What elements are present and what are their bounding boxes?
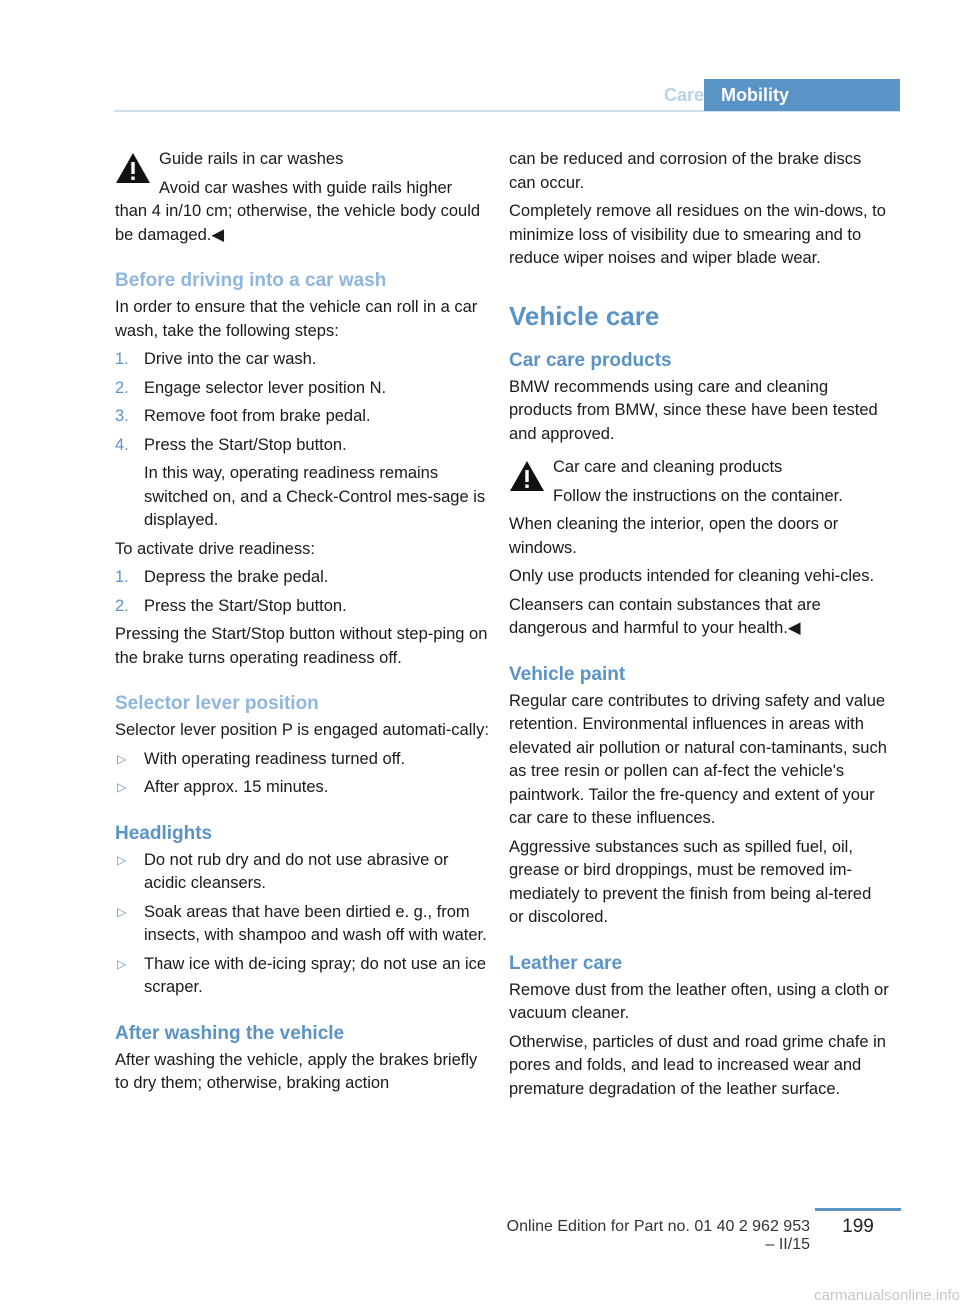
triangle-bullet-icon: ▷ [117,956,127,971]
warning-guide-rails [115,148,490,200]
paragraph: can be reduced and corrosion of the brake discs can occur. [509,150,862,192]
triangle-bullet-icon: ▷ [117,904,127,919]
watermark[interactable]: carmanualsonline.info [814,1287,960,1304]
paragraph: After washing the vehicle, apply the brakes briefly to dry them; otherwise, braking action [115,1050,478,1092]
paragraph: Aggressive substances such as spilled fuel, oil, grease or bird droppings, must be removed im-mediately to prevent the finish from being al-tered or discolored. [509,837,872,926]
paragraph: Pressing the Start/Stop button without step-ping on the brake turns operating readiness off. [115,625,488,667]
paragraph: Remove dust from the leather often, using a cloth or vacuum cleaner. [509,980,889,1022]
list-item: ▷ Soak areas that have been dirtied e. g., from insects, with shampoo and wash off with water. [117,902,487,944]
warning-car-care-products [509,456,889,508]
warning-title: Car care and cleaning products [553,458,783,476]
section-tab-mobility[interactable]: Mobility [704,79,900,111]
activate-steps-list [115,566,490,618]
list-item: ▷ Do not rub dry and do not use abrasive or acidic cleansers. [117,850,449,892]
heading-selector-lever: Selector lever position [115,693,319,714]
headlights-bullet-list [115,849,490,1000]
list-item: 1. Drive into the car wash. [115,350,317,368]
footer-rule [815,1208,901,1211]
selector-bullet-list [115,748,490,800]
warning-triangle-icon [115,152,151,184]
warning-triangle-icon [509,460,545,492]
list-item: ▷ After approx. 15 minutes. [115,776,490,800]
paragraph: Regular care contributes to driving safety and value retention. Environmental influences in areas with elevated air pollution or natural con-taminants, such as tree resin or pollen can af-fect the vehicle's paintwork. Tailor the fre-quency and extent of your car care to these influences. [509,691,887,827]
triangle-bullet-icon: ▷ [117,751,127,766]
list-item: 4. Press the Start/Stop button. In this way, operating readiness remains switched on, and a Check-Control mes-sage is displayed. [115,435,486,529]
heading-headlights: Headlights [115,822,213,844]
paragraph: Cleansers can contain substances that are dangerous and harmful to your health.◀ [509,595,821,637]
heading-vehicle-care: Vehicle care [509,300,660,331]
heading-after-washing: After washing the vehicle [115,1022,345,1044]
warning-line: Follow the instructions on the container. [553,486,843,505]
list-item: 3. Remove foot from brake pedal. [115,407,371,425]
paragraph: BMW recommends using care and cleaning products from BMW, since these have been tested and approved. [509,377,878,443]
list-item: 2. Engage selector lever position N. [115,378,387,397]
warning-title: Guide rails in car washes [159,150,344,168]
page-number: 199 [842,1216,874,1237]
paragraph: In order to ensure that the vehicle can roll in a car wash, take the following steps: [115,298,478,340]
warning-line: Avoid car washes with guide rails higher [159,178,453,197]
triangle-bullet-icon: ▷ [117,780,127,794]
heading-before-car-wash: Before driving into a car wash [115,270,387,291]
list-item: ▷ With operating readiness turned off. [115,748,490,772]
triangle-bullet-icon: ▷ [117,852,127,867]
paragraph: Completely remove all residues on the win-dows, to minimize loss of visibility due to smearing and to reduce wiper noises and wiper blade wear. [509,202,886,267]
heading-vehicle-paint: Vehicle paint [509,663,626,685]
paragraph: To activate drive readiness: [115,539,315,558]
left-column [115,148,490,1101]
heading-car-care-products: Car care products [509,349,672,371]
paragraph: When cleaning the interior, open the doors or windows. [509,515,839,557]
heading-leather-care: Leather care [509,952,623,974]
section-tab-care[interactable]: Care [663,85,704,105]
paragraph: Selector lever position P is engaged automati-cally: [115,721,489,739]
list-item: 1. Depress the brake pedal. [115,568,329,586]
edition-note: Online Edition for Part no. 01 40 2 962 953 – II/15 [506,1218,810,1253]
paragraph: Otherwise, particles of dust and road grime chafe in pores and folds, and lead to increased wear and premature degradation of the leather surface. [509,1032,886,1098]
steps-list [115,348,490,533]
list-item: 2. Press the Start/Stop button. [115,596,347,615]
paragraph: Only use products intended for cleaning vehi-cles. [509,567,875,585]
list-item: ▷ Thaw ice with de-icing spray; do not use an ice scraper. [117,954,487,996]
right-column [509,148,889,1106]
warning-text: than 4 in/10 cm; otherwise, the vehicle body could be damaged.◀ [115,202,481,244]
